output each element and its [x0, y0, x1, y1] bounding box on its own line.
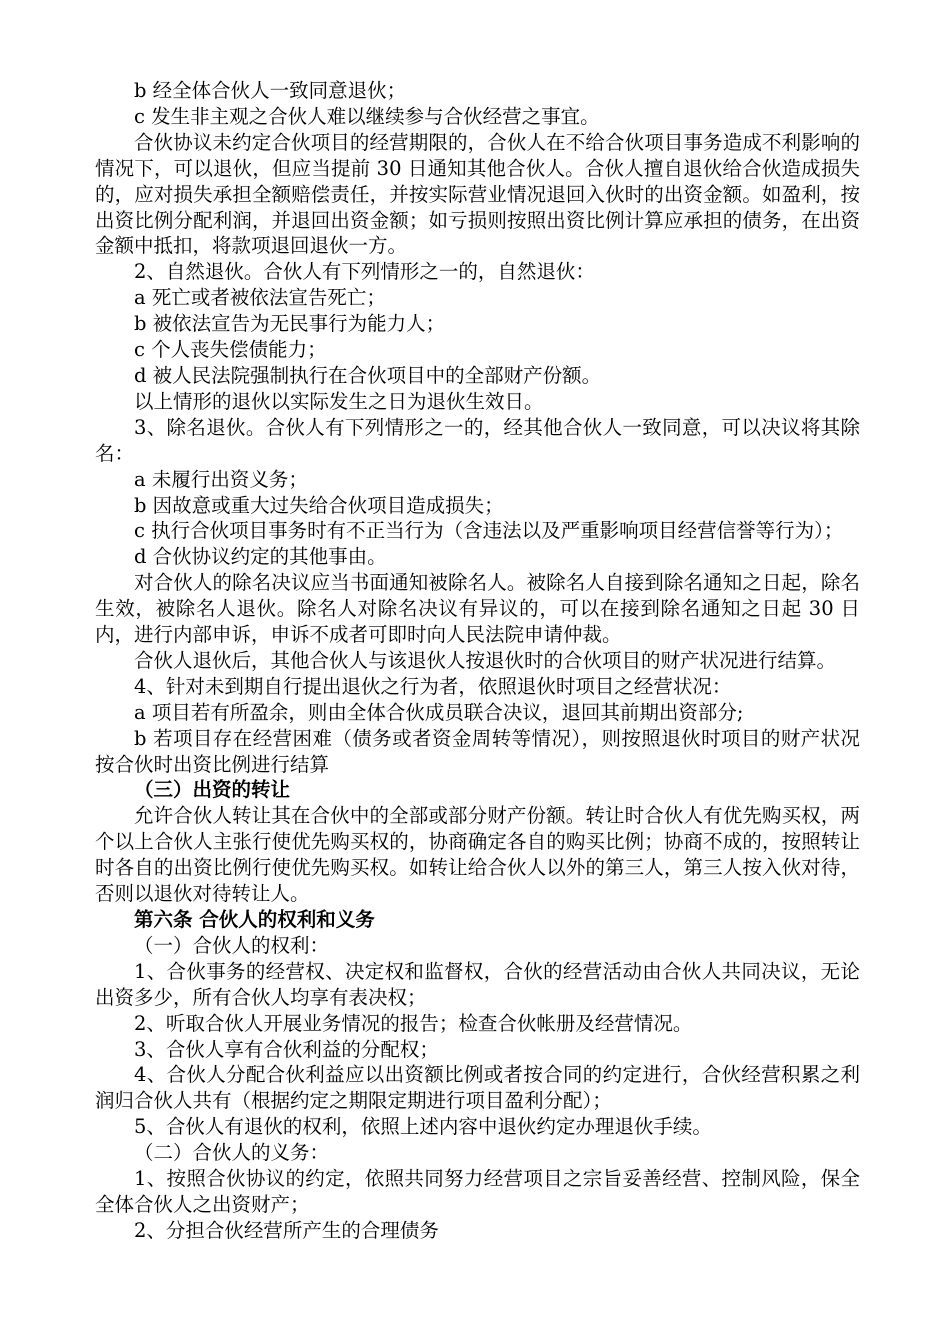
clause-b-incapacity: b 被依法宣告为无民事行为能力人； — [134, 312, 446, 336]
right-5-withdrawal: 5、合伙人有退伙的权利，依照上述内容中退伙约定办理退伙手续。 — [134, 1115, 712, 1139]
paragraph-effective-date: 以上情形的退伙以实际发生之日为退伙生效日。 — [134, 389, 544, 413]
subheading-duties: （二）合伙人的义务： — [134, 1141, 330, 1165]
subheading-rights: （一）合伙人的权利： — [134, 933, 330, 957]
right-1-management: 1、合伙事务的经营权、决定权和监督权，合伙的经营活动由合伙人共同决议，无论出资多少，所有合伙人均享有表决权； — [95, 959, 860, 1009]
right-3-distribution: 3、合伙人享有合伙利益的分配权； — [134, 1037, 439, 1061]
section-heading-transfer: （三）出资的转让 — [134, 778, 291, 802]
right-2-reports: 2、听取合伙人开展业务情况的报告；检查合伙帐册及经营情况。 — [134, 1011, 693, 1035]
clause-a-death: a 死亡或者被依法宣告死亡； — [134, 286, 386, 310]
clause-d-enforcement: d 被人民法院强制执行在合伙项目中的全部财产份额。 — [134, 363, 602, 387]
clause-c-non-subjective: c 发生非主观之合伙人难以继续参与合伙经营之事宜。 — [134, 104, 600, 128]
heading-early-withdrawal: 4、针对未到期自行提出退伙之行为者，依照退伙时项目之经营状况： — [134, 674, 732, 698]
article-heading-rights-duties: 第六条 合伙人的权利和义务 — [134, 908, 375, 931]
clause-a-no-contribution: a 未履行出资义务； — [134, 467, 308, 491]
clause-b-unanimous-consent: b 经全体合伙人一致同意退伙； — [134, 79, 407, 102]
clause-b-negligence: b 因故意或重大过失给合伙项目造成损失； — [134, 493, 504, 517]
clause-c-misconduct: c 执行合伙项目事务时有不正当行为（含违法以及严重影响项目经营信誉等行为）； — [134, 519, 844, 543]
paragraph-expulsion-notice: 对合伙人的除名决议应当书面通知被除名人。被除名人自接到除名通知之日起，除名生效，被除名人退伙。除名人对除名决议有异议的，可以在接到除名通知之日起 30 日内，进行内部申诉，申诉不成者可即时向人民法院申请仲裁。 — [95, 571, 860, 647]
clause-a-surplus: a 项目若有所盈余，则由全体合伙成员联合决议，退回其前期出资部分; — [134, 700, 744, 724]
clause-b-difficulty: b 若项目存在经营困难（债务或者资金周转等情况），则按照退伙时项目的财产状况按合伙时出资比例进行结算 — [95, 726, 860, 776]
clause-c-insolvency: c 个人丧失偿债能力； — [134, 338, 327, 362]
paragraph-withdrawal-unspecified-term: 合伙协议未约定合伙项目的经营期限的，合伙人在不给合伙项目事务造成不利影响的情况下，可以退伙，但应当提前 30 日通知其他合伙人。合伙人擅自退伙给合伙造成损失的，应对损失承担全额赔偿责任，并按实际营业情况退回入伙时的出资金额。如盈利，按出资比例分配利润，并退回出资金额；如亏损则按照出资比例计算应承担的债务，在出资金额中抵扣，将款项退回退伙一方。 — [95, 130, 860, 258]
right-4-profit-sharing: 4、合伙人分配合伙利益应以出资额比例或者按合同的约定进行，合伙经营积累之利润归合伙人共有（根据约定之期限定期进行项目盈利分配）； — [95, 1063, 860, 1113]
paragraph-settlement: 合伙人退伙后，其他合伙人与该退伙人按退伙时的合伙项目的财产状况进行结算。 — [134, 648, 837, 672]
paragraph-transfer: 允许合伙人转让其在合伙中的全部或部分财产份额。转让时合伙人有优先购买权，两个以上合伙人主张行使优先购买权的，协商确定各自的购买比例；协商不成的，按照转让时各自的出资比例行使优先购买权。如转让给合伙人以外的第三人，第三人按入伙对待，否则以退伙对待转让人。 — [95, 804, 860, 906]
duty-1-operation: 1、按照合伙协议的约定，依照共同努力经营项目之宗旨妥善经营、控制风险，保全全体合伙人之出资财产； — [95, 1167, 860, 1216]
heading-natural-withdrawal: 2、自然退伙。合伙人有下列情形之一的，自然退伙： — [134, 260, 595, 284]
clause-d-other: d 合伙协议约定的其他事由。 — [134, 545, 387, 569]
duty-2-debts: 2、分担合伙经营所产生的合理债务 — [134, 1218, 439, 1242]
heading-expulsion: 3、除名退伙。合伙人有下列情形之一的，经其他合伙人一致同意，可以决议将其除名： — [95, 415, 860, 465]
